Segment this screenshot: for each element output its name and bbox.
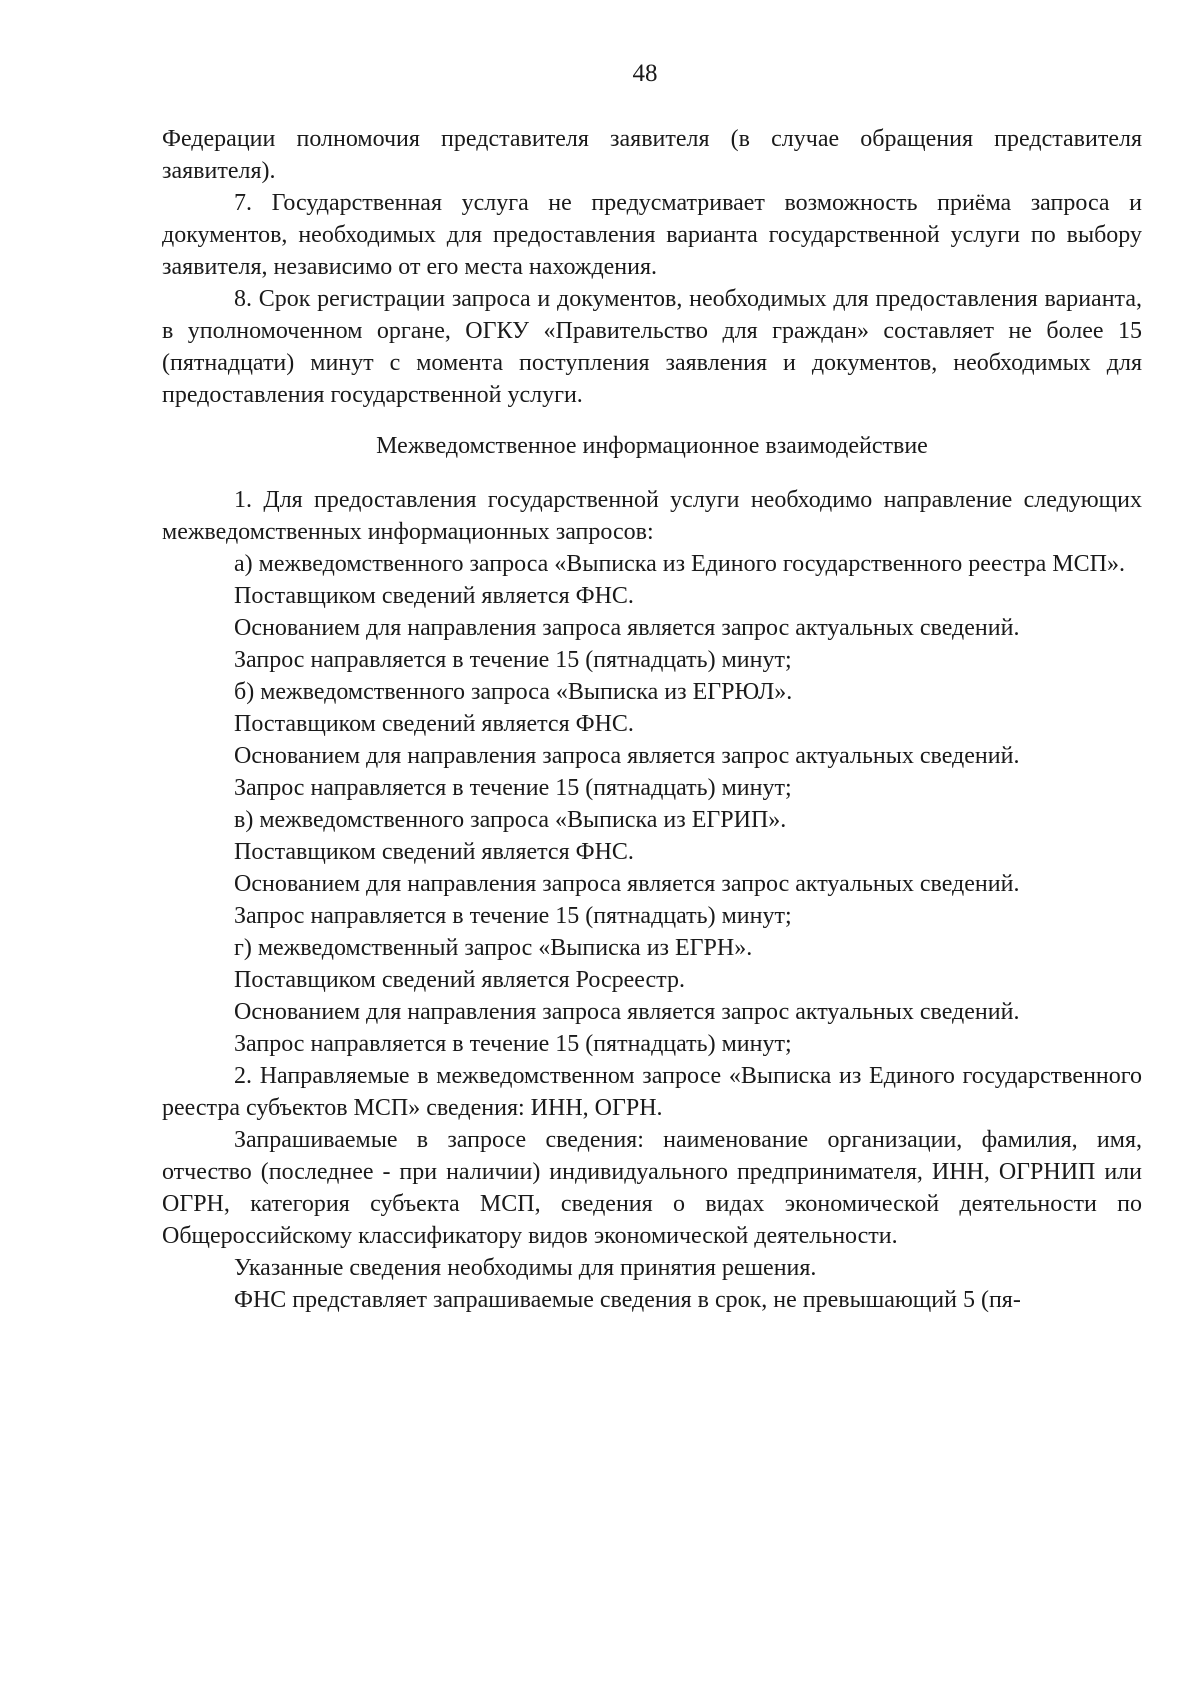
paragraph: Поставщиком сведений является ФНС. [234,711,634,737]
paragraph: Основанием для направления запроса является запрос актуальных сведений. [234,615,1020,641]
paragraph: г) межведомственный запрос «Выписка из ЕГРН». [234,935,753,961]
paragraph-item-8: 8. Срок регистрации запроса и документов, необходимых для предоставления варианта, в уполномоченном органе, ОГКУ «Правительство для граждан» составляет не более 15 (пятнадцати) минут с момента поступления заявления и документов, необходимых для предоставления государственной услуги. [162,286,1142,408]
paragraph: ФНС представляет запрашиваемые сведения в срок, не превышающий 5 (пя- [234,1287,1021,1313]
paragraph: 1. Для предоставления государственной услуги необходимо направление следующих межведомственных информационных запросов: [162,487,1142,545]
paragraph: в) межведомственного запроса «Выписка из ЕГРИП». [234,807,787,833]
paragraph: Запрос направляется в течение 15 (пятнадцать) минут; [234,1031,792,1057]
paragraph: Основанием для направления запроса является запрос актуальных сведений. [234,743,1020,769]
paragraph: Запрос направляется в течение 15 (пятнадцать) минут; [234,903,792,929]
paragraph: а) межведомственного запроса «Выписка из Единого государственного реестра МСП». [234,551,1125,577]
paragraph: Поставщиком сведений является ФНС. [234,839,634,865]
section-heading: Межведомственное информационное взаимодействие [376,433,928,459]
paragraph-item-7: 7. Государственная услуга не предусматривает возможность приёма запроса и документов, необходимых для предоставления варианта государственной услуги по выбору заявителя, независимо от его места нахождения. [162,190,1142,280]
paragraph: Запрос направляется в течение 15 (пятнадцать) минут; [234,647,792,673]
paragraph: Поставщиком сведений является ФНС. [234,583,634,609]
page-number: 48 [632,60,658,87]
paragraph: Запрашиваемые в запросе сведения: наименование организации, фамилия, имя, отчество (последнее - при наличии) индивидуального предпринимателя, ИНН, ОГРНИП или ОГРН, категория субъекта МСП, сведения о видах экономической деятельности по Общероссийскому классификатору видов экономической деятельности. [162,1127,1142,1249]
paragraph: Указанные сведения необходимы для принятия решения. [234,1255,817,1281]
paragraph: Основанием для направления запроса является запрос актуальных сведений. [234,871,1020,897]
paragraph: 2. Направляемые в межведомственном запросе «Выписка из Единого государственного реестра субъектов МСП» сведения: ИНН, ОГРН. [162,1063,1142,1121]
paragraph: Поставщиком сведений является Росреестр. [234,967,685,993]
paragraph: Запрос направляется в течение 15 (пятнадцать) минут; [234,775,792,801]
document-body [162,123,1142,1316]
paragraph: Основанием для направления запроса является запрос актуальных сведений. [234,999,1020,1025]
paragraph: б) межведомственного запроса «Выписка из ЕГРЮЛ». [234,679,793,705]
paragraph-continuation: Федерации полномочия представителя заявителя (в случае обращения представителя заявителя). [162,126,1142,184]
